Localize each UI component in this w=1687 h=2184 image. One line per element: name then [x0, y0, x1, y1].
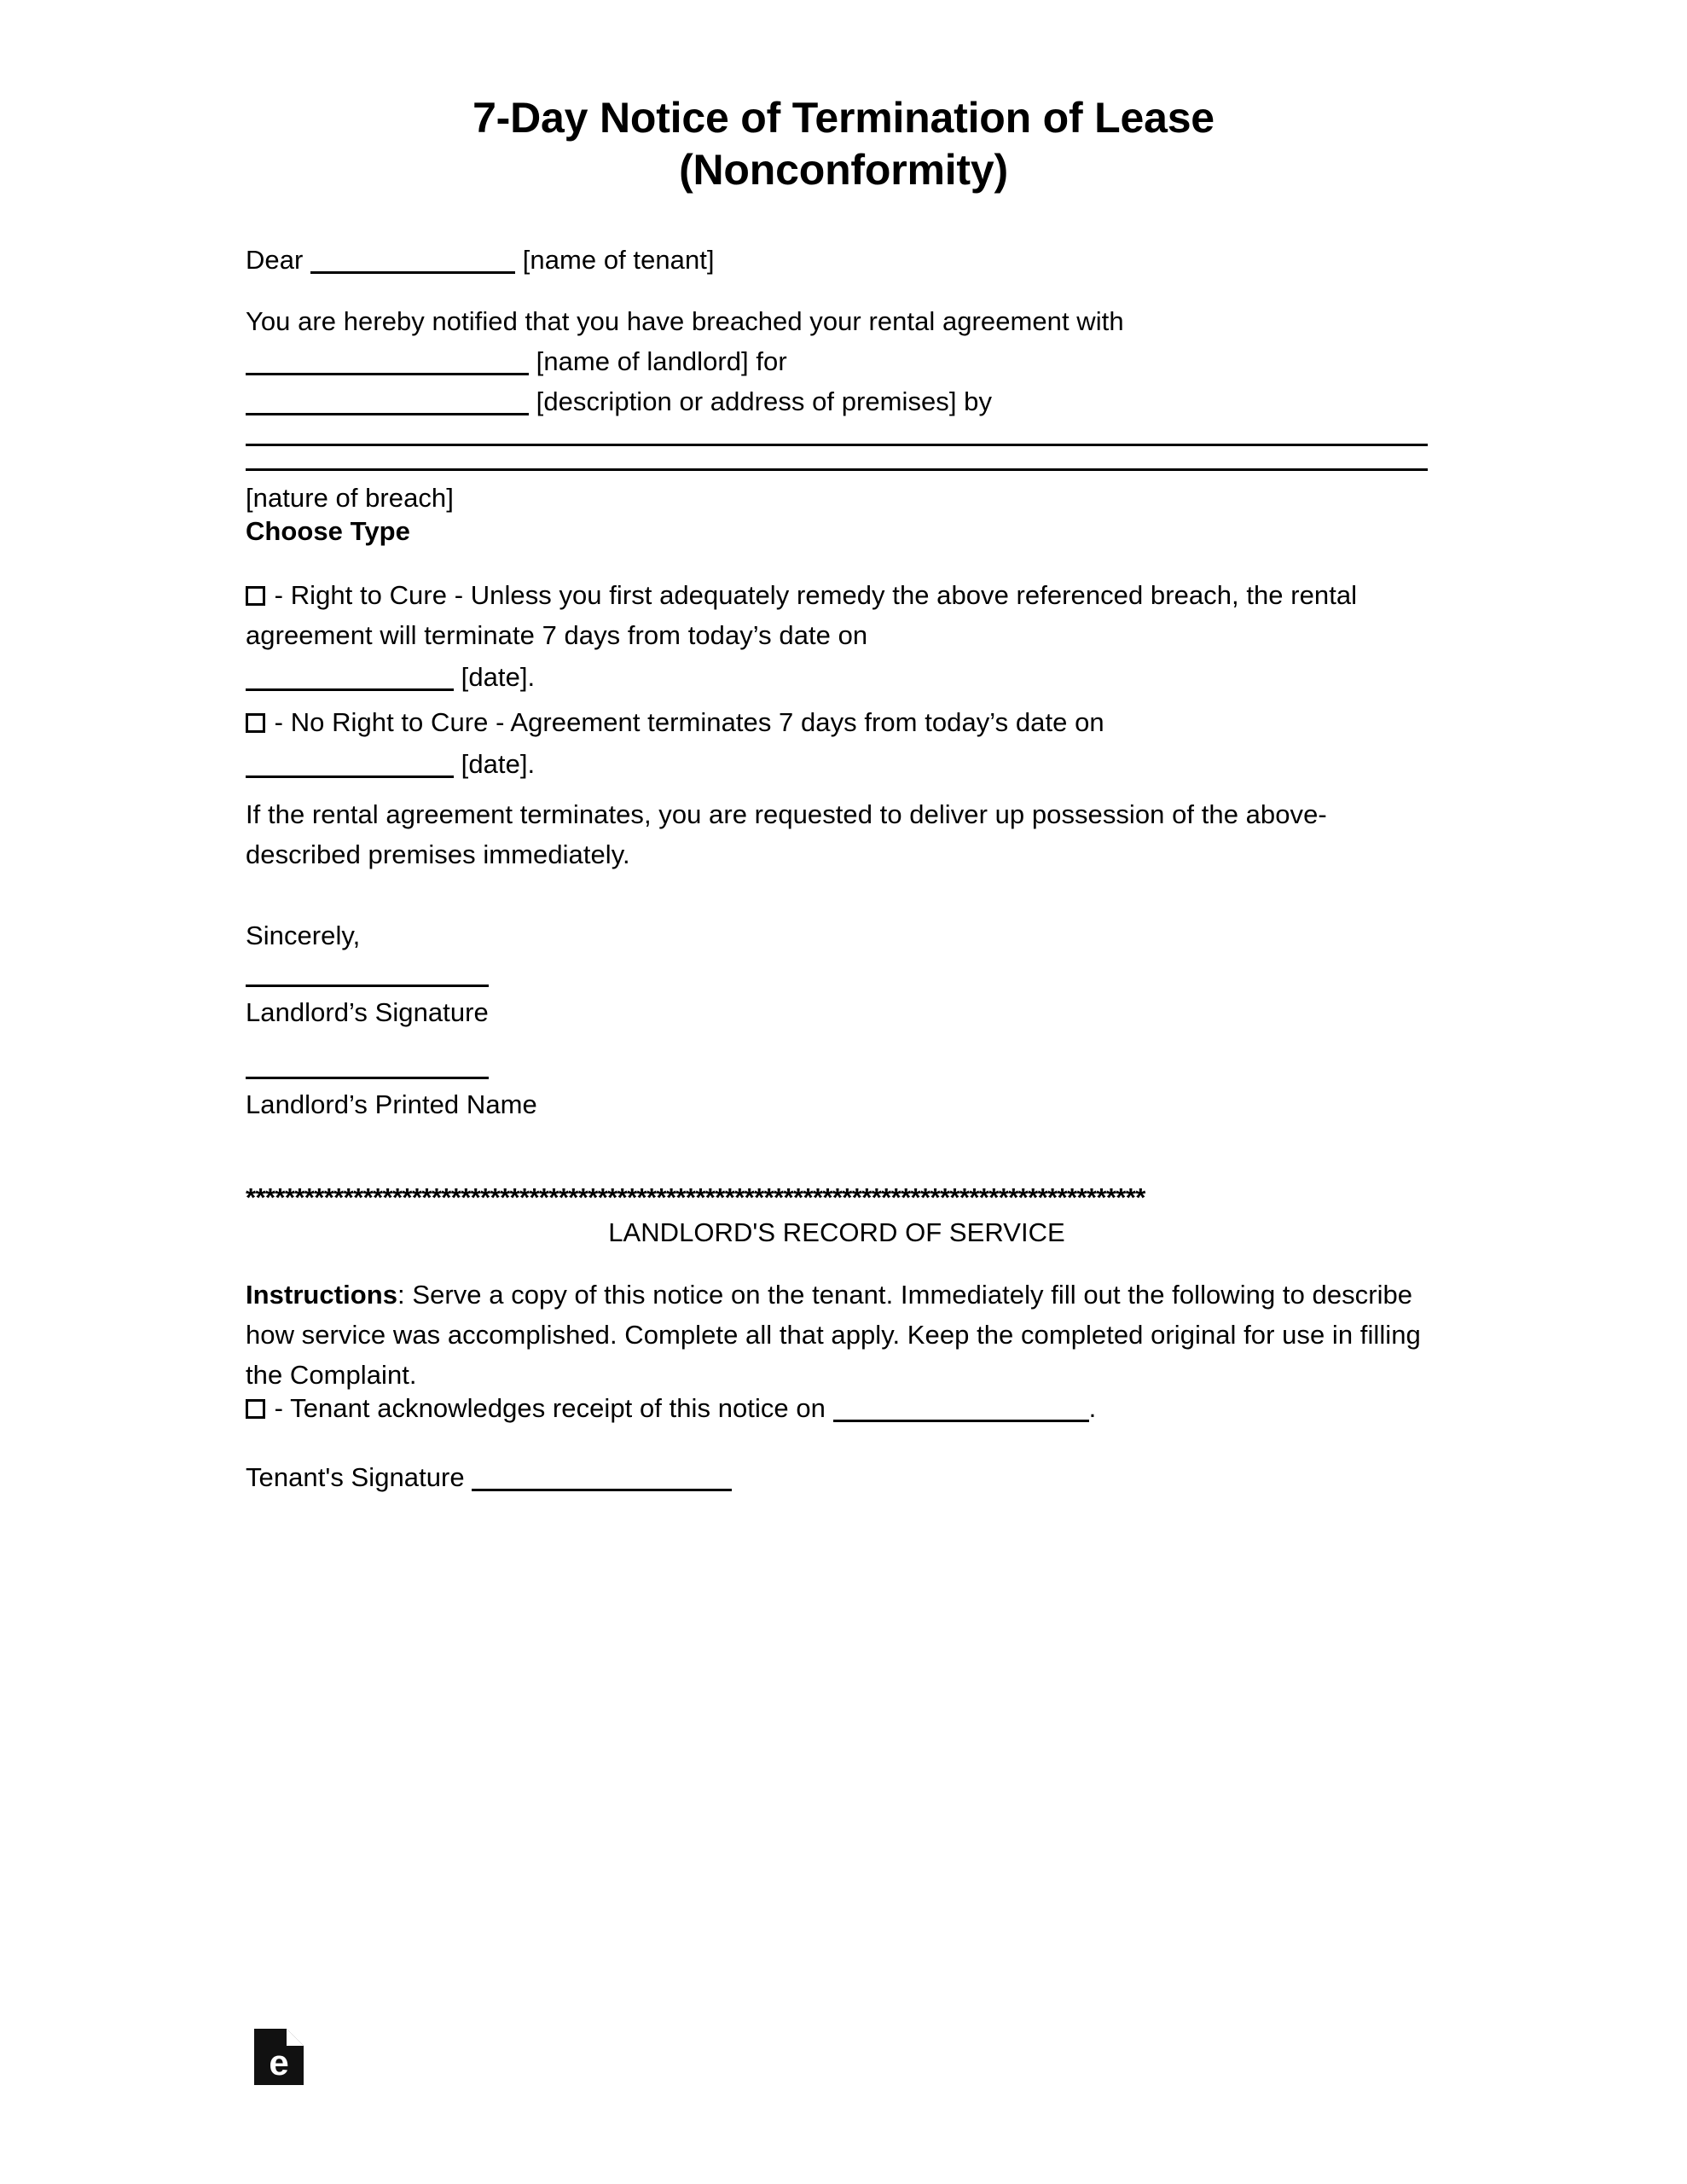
option-2-date-label: [date].	[461, 749, 536, 780]
choose-type-heading: Choose Type	[246, 516, 410, 546]
option-1-dash: -	[274, 580, 284, 610]
checkbox-no-right-to-cure[interactable]	[246, 713, 265, 733]
option-1-dash-2: -	[454, 580, 464, 610]
option-2-dash: -	[274, 707, 284, 737]
instructions-paragraph	[246, 1275, 1428, 1395]
tenant-name-blank[interactable]	[310, 271, 515, 274]
option-1-text: Unless you first adequately remedy the above referenced breach, the rental agreement will terminate 7 days from today’s date on	[246, 580, 1358, 651]
salutation-prefix: Dear	[246, 245, 304, 275]
closing-salutation: Sincerely,	[246, 921, 361, 950]
option-2-date-blank[interactable]	[246, 775, 454, 778]
acknowledgement-text: Tenant acknowledges receipt of this notice on	[290, 1393, 826, 1423]
notice-line-1: You are hereby notified that you have breached your rental agreement with	[246, 306, 1124, 336]
acknowledgement-date-blank[interactable]	[833, 1420, 1089, 1422]
option-right-to-cure[interactable]	[246, 575, 1428, 697]
premises-blank[interactable]	[246, 413, 529, 415]
breach-blank-line-1[interactable]	[246, 444, 1428, 446]
option-1-date-label: [date].	[461, 662, 536, 693]
landlord-printed-name-block	[246, 1077, 1428, 1124]
landlord-signature-label: Landlord’s Signature	[246, 997, 489, 1027]
notice-line-3	[246, 381, 1428, 421]
logo-letter: e	[269, 2042, 289, 2082]
landlord-signature-blank[interactable]	[246, 985, 489, 987]
tenant-signature-blank[interactable]	[472, 1489, 732, 1491]
acknowledgement-dash: -	[274, 1393, 284, 1423]
acknowledgement-period: .	[1088, 1393, 1097, 1423]
landlord-printed-name-label: Landlord’s Printed Name	[246, 1089, 537, 1119]
instructions-label: Instructions	[246, 1280, 398, 1310]
landlord-signature-block	[246, 985, 1428, 1032]
checkbox-right-to-cure[interactable]	[246, 586, 265, 606]
tenant-name-label: [name of tenant]	[522, 245, 715, 275]
option-2-name: No Right to Cure	[290, 707, 489, 737]
notice-line-2	[246, 341, 1428, 381]
breach-label: [nature of breach]	[246, 483, 454, 514]
notice-paragraph	[246, 301, 1428, 518]
asterisk-divider: ********************************************************************************************	[246, 1184, 1145, 1211]
option-no-right-to-cure[interactable]	[246, 702, 1428, 784]
salutation-line	[246, 240, 1428, 280]
document-e-logo	[254, 2029, 304, 2085]
option-1-date-blank[interactable]	[246, 688, 454, 691]
landlord-printed-name-blank[interactable]	[246, 1077, 489, 1079]
tenant-signature-label: Tenant's Signature	[246, 1462, 465, 1492]
premises-label: [description or address of premises] by	[536, 386, 993, 417]
option-2-text: Agreement terminates 7 days from today’s date on	[510, 707, 1104, 737]
option-1-name: Right to Cure	[290, 580, 448, 610]
record-of-service-heading: LANDLORD'S RECORD OF SERVICE	[608, 1217, 1065, 1247]
landlord-name-blank[interactable]	[246, 373, 529, 375]
option-2-date-row	[246, 744, 1428, 784]
checkbox-tenant-acknowledges[interactable]	[246, 1399, 265, 1419]
option-1-date-row	[246, 657, 1428, 697]
breach-blank-line-2[interactable]	[246, 468, 1428, 471]
tenant-signature-row	[246, 1457, 1428, 1497]
tenant-acknowledgement-row[interactable]	[246, 1388, 1428, 1428]
landlord-name-label: [name of landlord] for	[536, 346, 787, 377]
page-title	[0, 0, 1687, 196]
instructions-text: : Serve a copy of this notice on the tenant. Immediately fill out the following to describe how service was accomplished. Complete all that apply. Keep the completed original for use in filling the Complaint.	[246, 1280, 1421, 1391]
title-line-2: (Nonconformity)	[679, 146, 1008, 194]
title-line-1: 7-Day Notice of Termination of Lease	[472, 94, 1215, 142]
possession-paragraph: If the rental agreement terminates, you are requested to deliver up possession of the above-described premises immediately.	[246, 799, 1327, 870]
option-2-dash-2: -	[496, 707, 505, 737]
